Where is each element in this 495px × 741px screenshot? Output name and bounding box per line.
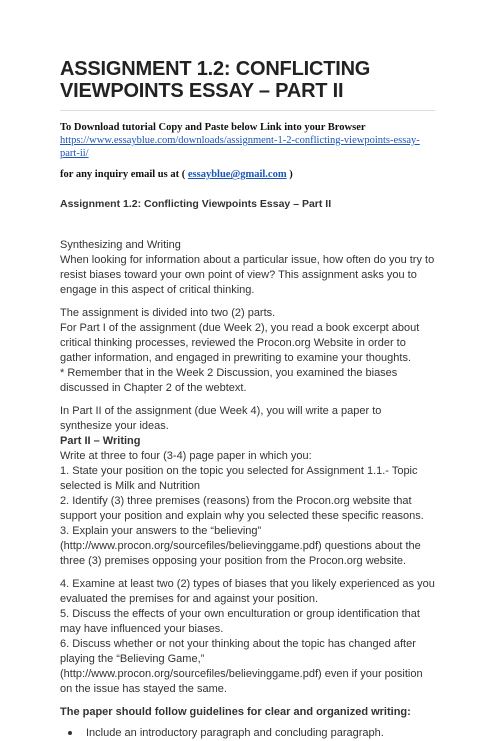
requirement-item-1: 1. State your position on the topic you selected for Assignment 1.1.- Topic selected is Milk and Nutrition xyxy=(60,465,418,492)
guidelines-list xyxy=(60,726,435,741)
guidelines-section xyxy=(60,705,435,741)
requirement-item-3: 3. Explain your answers to the “believing” (http://www.procon.org/sourcefiles/believinggame.pdf) questions about the three (3) premises opposing your position from the Procon.org website. xyxy=(60,525,421,567)
title-divider xyxy=(60,110,435,111)
parts-line-2: For Part I of the assignment (due Week 2), you read a book excerpt about critical thinking processes, reviewed the Procon.org Website in order to gather information, and engaged in prewriting to examine your thoughts. xyxy=(60,322,420,364)
parts-section xyxy=(60,306,435,396)
requirement-item-6: 6. Discuss whether or not your thinking about the topic has changed after playing the “Believing Game,” (http://www.procon.org/sourcefiles/believinggame.pdf) even if your position on the issue has stayed the same. xyxy=(60,638,423,695)
download-link[interactable]: https://www.essayblue.com/downloads/assignment-1-2-conflicting-viewpoints-essay-part-ii/ xyxy=(60,135,420,159)
inquiry-suffix: ) xyxy=(289,169,293,180)
bullet-icon xyxy=(68,731,72,735)
list-item xyxy=(60,726,435,741)
requirement-item-2: 2. Identify (3) three premises (reasons) from the Procon.org website that support your position and explain why you selected these specific reasons. xyxy=(60,495,424,522)
part2-section xyxy=(60,404,435,569)
inquiry-prefix: for any inquiry email us at ( xyxy=(60,169,186,180)
parts-line-1: The assignment is divided into two (2) parts. xyxy=(60,307,276,319)
title-line-1: ASSIGNMENT 1.2: CONFLICTING xyxy=(60,58,371,80)
part2-intro: In Part II of the assignment (due Week 4), you will write a paper to synthesize your ideas. xyxy=(60,405,382,432)
inquiry-line xyxy=(60,168,435,181)
guideline-text: Include an introductory paragraph and concluding paragraph. xyxy=(86,727,384,739)
inquiry-email-link[interactable]: essayblue@gmail.com xyxy=(187,169,287,180)
part3-section xyxy=(60,577,435,697)
assignment-subtitle: Assignment 1.2: Conflicting Viewpoints Essay – Part II xyxy=(60,198,332,210)
intro-text: When looking for information about a particular issue, how often do you try to resist biases toward your own point of view? This assignment asks you to engage in this aspect of critical thinking. xyxy=(60,254,435,296)
intro-heading: Synthesizing and Writing xyxy=(60,239,181,251)
title-line-2: VIEWPOINTS ESSAY – PART II xyxy=(60,80,344,102)
parts-line-3: * Remember that in the Week 2 Discussion, you examined the biases discussed in Chapter 2 of the webtext. xyxy=(60,367,398,394)
download-instruction: To Download tutorial Copy and Paste below Link into your Browser xyxy=(60,122,366,133)
document-title xyxy=(60,58,435,102)
download-block xyxy=(60,121,435,160)
part2-heading: Part II – Writing xyxy=(60,435,141,447)
requirement-item-4: 4. Examine at least two (2) types of biases that you likely experienced as you evaluated the premises for and against your position. xyxy=(60,578,435,605)
requirement-item-5: 5. Discuss the effects of your own enculturation or group identification that may have influenced your biases. xyxy=(60,608,420,635)
intro-section xyxy=(60,238,435,298)
guidelines-heading: The paper should follow guidelines for clear and organized writing: xyxy=(60,706,411,718)
part2-lead: Write at three to four (3-4) page paper in which you: xyxy=(60,450,312,462)
